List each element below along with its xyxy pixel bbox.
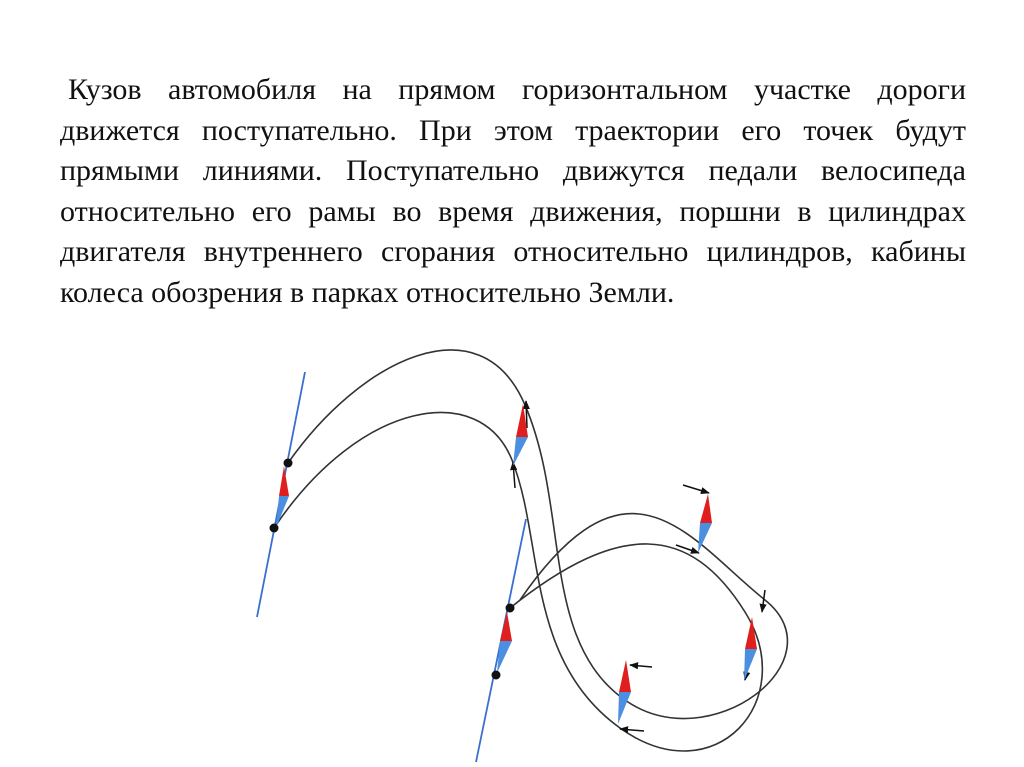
- orientation-marker-3: [698, 494, 712, 553]
- direction-arrow-4: [676, 545, 699, 553]
- body-point-lower-end: [492, 671, 501, 680]
- direction-arrow-5: [762, 590, 765, 612]
- body-point-upper-end: [506, 604, 515, 613]
- orientation-marker-1: [276, 466, 289, 528]
- trajectory-lower-point: [274, 413, 762, 752]
- direction-arrow-3: [683, 485, 709, 493]
- direction-arrow-1: [526, 401, 527, 428]
- body-point-upper-start: [284, 459, 293, 468]
- direction-arrow-7: [630, 665, 652, 667]
- orientation-marker-4: [744, 617, 757, 681]
- orientation-marker-5: [618, 660, 631, 724]
- body-point-lower-start: [270, 524, 279, 533]
- slide-paragraph: Кузов автомобиля на прямом горизонтальном участке дороги движется поступательно. При этом траектории его точек будут прямыми линиями. Поступательно движутся педали велосипеда относительно его рамы во время движения, поршни в цилиндрах двигателя внутреннего сгорания относительно цилиндров, кабины колеса обозрения в парках относительно Земли.: [60, 73, 966, 309]
- trajectory-upper-point: [288, 350, 787, 718]
